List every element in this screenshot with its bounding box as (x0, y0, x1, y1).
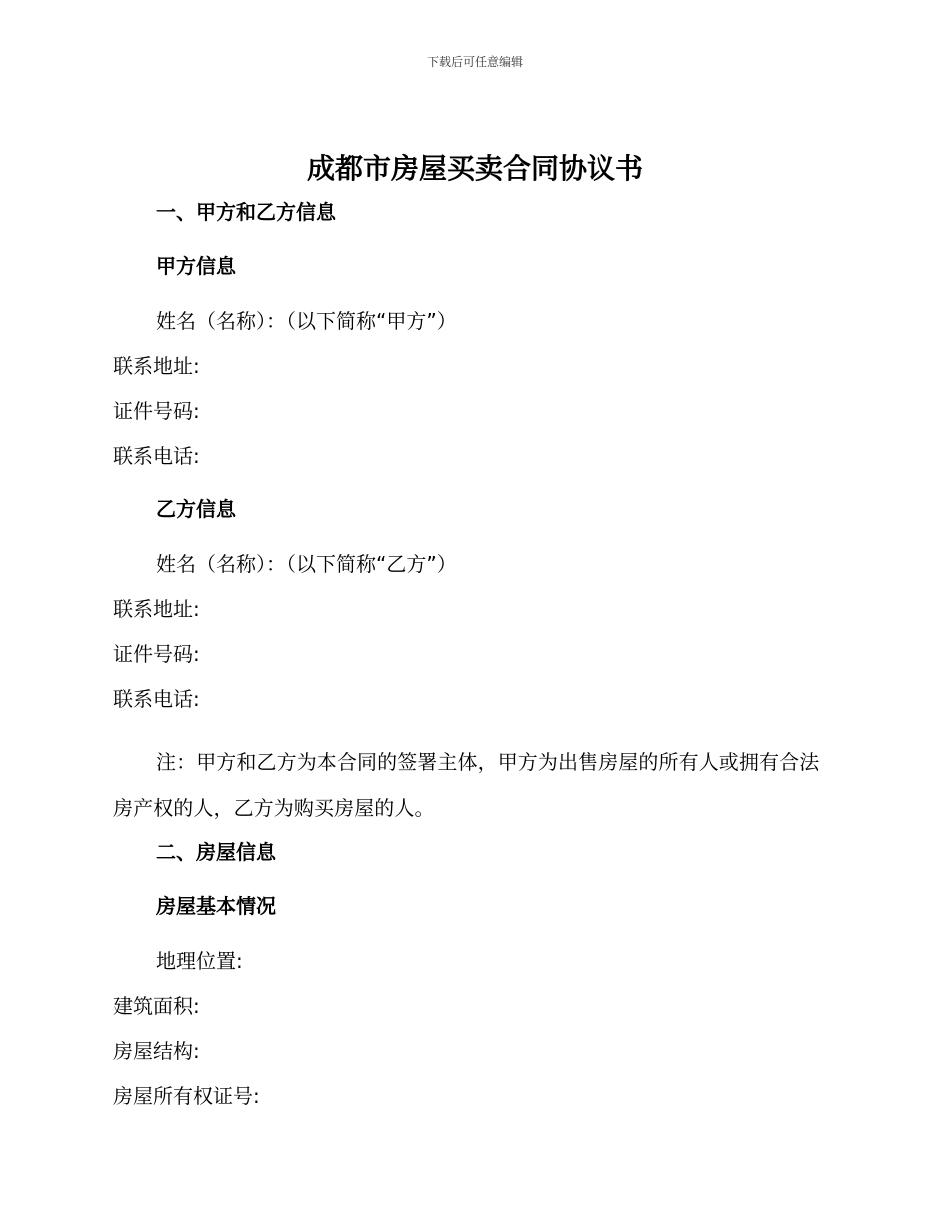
party-b-phone: 联系电话: (113, 687, 200, 711)
property-basic-heading: 房屋基本情况 (156, 894, 276, 918)
party-b-address: 联系地址: (113, 597, 200, 621)
party-a-id-number: 证件号码: (113, 399, 200, 423)
section-heading-property: 二、房屋信息 (156, 840, 276, 864)
party-a-phone: 联系电话: (113, 444, 200, 468)
property-area: 建筑面积: (113, 994, 200, 1018)
property-certificate-number: 房屋所有权证号: (113, 1084, 260, 1108)
document-title: 成都市房屋买卖合同协议书 (306, 152, 643, 185)
property-structure: 房屋结构: (113, 1039, 200, 1063)
party-a-heading: 甲方信息 (156, 254, 236, 278)
party-b-heading: 乙方信息 (156, 497, 236, 521)
party-b-id-number: 证件号码: (113, 642, 200, 666)
property-location: 地理位置: (156, 949, 243, 973)
party-a-address: 联系地址: (113, 354, 200, 378)
parties-note: 注：甲方和乙方为本合同的签署主体，甲方为出售房屋的所有人或拥有合法房产权的人，乙方为购买房屋的人。 (113, 750, 820, 820)
section-heading-parties: 一、甲方和乙方信息 (156, 200, 336, 224)
party-b-name-line: 姓名（名称）：（以下简称“乙方”） (156, 552, 457, 576)
party-a-name-line: 姓名（名称）：（以下简称“甲方”） (156, 309, 457, 333)
page-header: 下载后可任意编辑 (426, 55, 523, 69)
